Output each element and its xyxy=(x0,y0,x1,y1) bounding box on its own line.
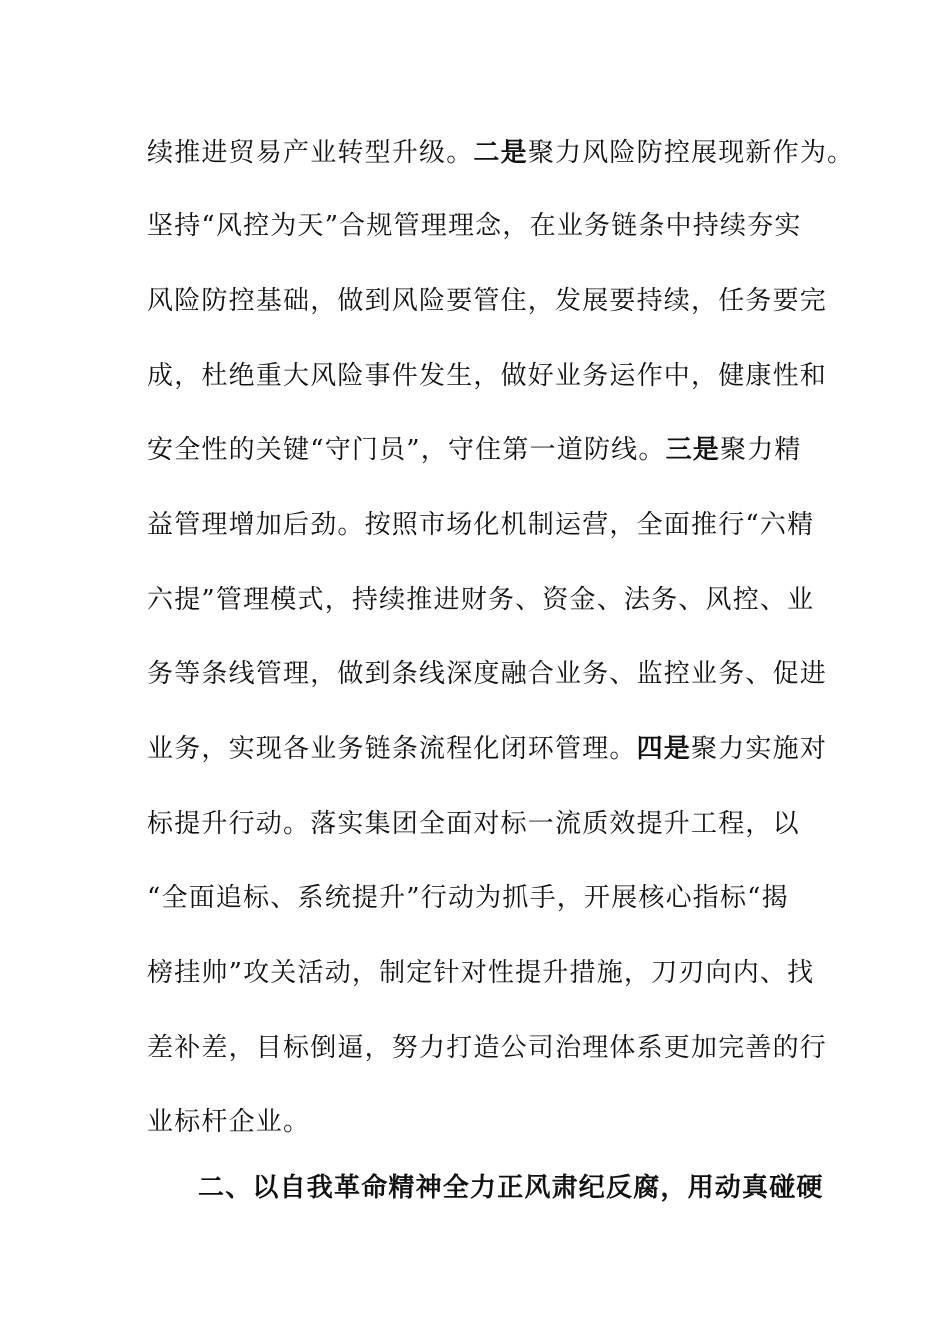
paragraph-line-1 xyxy=(147,138,854,168)
text-segment: 聚力风险防控展现新作为。 xyxy=(527,138,855,168)
text-segment: 六提”管理模式，持续推进财务、资金、法务、风控、业 xyxy=(147,585,815,615)
paragraph-line-11 xyxy=(147,883,789,913)
text-segment: 风险防控基础，做到风险要管住，发展要持续，任务要完 xyxy=(147,286,828,316)
text-segment: 坚持“风控为天”合规管理理念，在业务链条中持续夯实 xyxy=(147,211,802,241)
paragraph-line-9 xyxy=(147,734,827,764)
paragraph-line-13 xyxy=(147,1033,827,1063)
paragraph-line-2 xyxy=(147,211,802,241)
text-segment: 标提升行动。落实集团全面对标一流质效提升工程，以 xyxy=(147,809,800,839)
paragraph-line-3 xyxy=(147,286,827,316)
text-segment: 益管理增加后劲。按照市场化机制运营，全面推行“六精 xyxy=(147,510,815,540)
text-segment: 成，杜绝重大风险事件发生，做好业务运作中，健康性和 xyxy=(147,361,828,391)
text-segment: 续推进贸易产业转型升级。 xyxy=(147,138,474,168)
text-segment: 榜挂帅”攻关活动，制定针对性提升措施，刀刃向内、找 xyxy=(147,958,815,988)
paragraph-line-4 xyxy=(147,361,827,391)
paragraph-line-10 xyxy=(147,809,800,839)
emphasis-label: 三是 xyxy=(665,435,720,465)
text-segment: “全面追标、系统提升”行动为抓手，开展核心指标“揭 xyxy=(147,883,789,913)
emphasis-label: 四是 xyxy=(636,734,692,764)
paragraph-line-6 xyxy=(147,510,814,540)
section-heading: 二、以自我革命精神全力正风肃纪反腐，用动真碰硬 xyxy=(198,1173,824,1203)
paragraph-line-5 xyxy=(147,435,802,465)
paragraph-line-14 xyxy=(147,1107,310,1137)
text-segment: 业务，实现各业务链条流程化闭环管理。 xyxy=(147,734,637,764)
text-segment: 聚力精 xyxy=(720,435,802,465)
paragraph-line-7 xyxy=(147,585,814,615)
text-segment: 务等条线管理，做到条线深度融合业务、监控业务、促进 xyxy=(147,659,828,689)
paragraph-line-12 xyxy=(147,958,814,988)
text-segment: 差补差，目标倒逼，努力打造公司治理体系更加完善的行 xyxy=(147,1033,828,1063)
text-segment: 业标杆企业。 xyxy=(147,1107,311,1137)
text-segment: 聚力实施对 xyxy=(691,734,828,764)
paragraph-line-8 xyxy=(147,659,827,689)
emphasis-label: 二是 xyxy=(473,138,528,168)
text-segment: 安全性的关键“守门员”，守住第一道防线。 xyxy=(147,435,666,465)
